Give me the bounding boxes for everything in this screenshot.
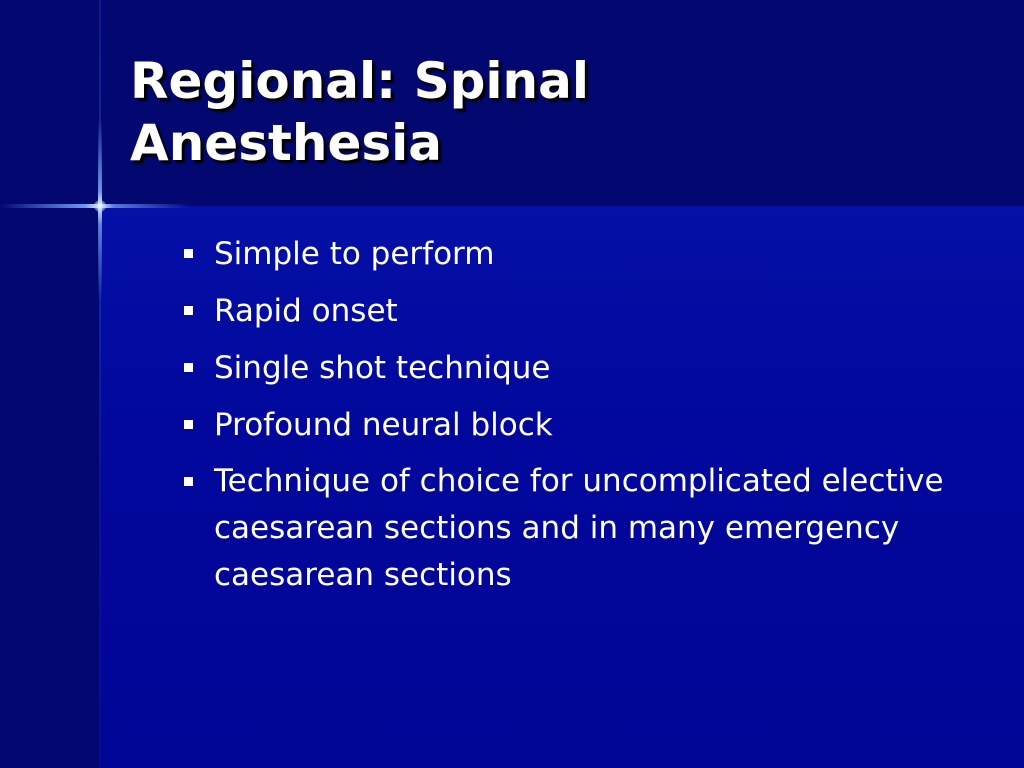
bullet-item	[183, 230, 953, 278]
square-bullet-icon	[184, 363, 193, 372]
bullet-text: Rapid onset	[214, 293, 398, 329]
bullet-text: Simple to perform	[214, 236, 495, 272]
left-band	[0, 0, 100, 768]
square-bullet-icon	[184, 477, 193, 486]
bullet-item	[183, 287, 953, 335]
bullet-text: Profound neural block	[214, 407, 553, 443]
bullet-list	[183, 230, 953, 608]
slide-title-line-2: Anesthesia	[130, 114, 443, 172]
bullet-text: Single shot technique	[214, 350, 551, 386]
square-bullet-icon	[184, 306, 193, 315]
bullet-text: Technique of choice for uncomplicated elective caesarean sections and in many emergency caesarean sections	[214, 463, 944, 593]
bullet-item	[183, 344, 953, 392]
square-bullet-icon	[184, 420, 193, 429]
slide-title-line-1: Regional: Spinal	[130, 52, 589, 110]
square-bullet-icon	[184, 249, 193, 258]
decorative-star-glow-icon	[94, 200, 106, 212]
decorative-vertical-line	[99, 0, 101, 768]
slide-title	[130, 50, 990, 174]
bullet-item	[183, 401, 953, 449]
bullet-item	[183, 458, 953, 599]
